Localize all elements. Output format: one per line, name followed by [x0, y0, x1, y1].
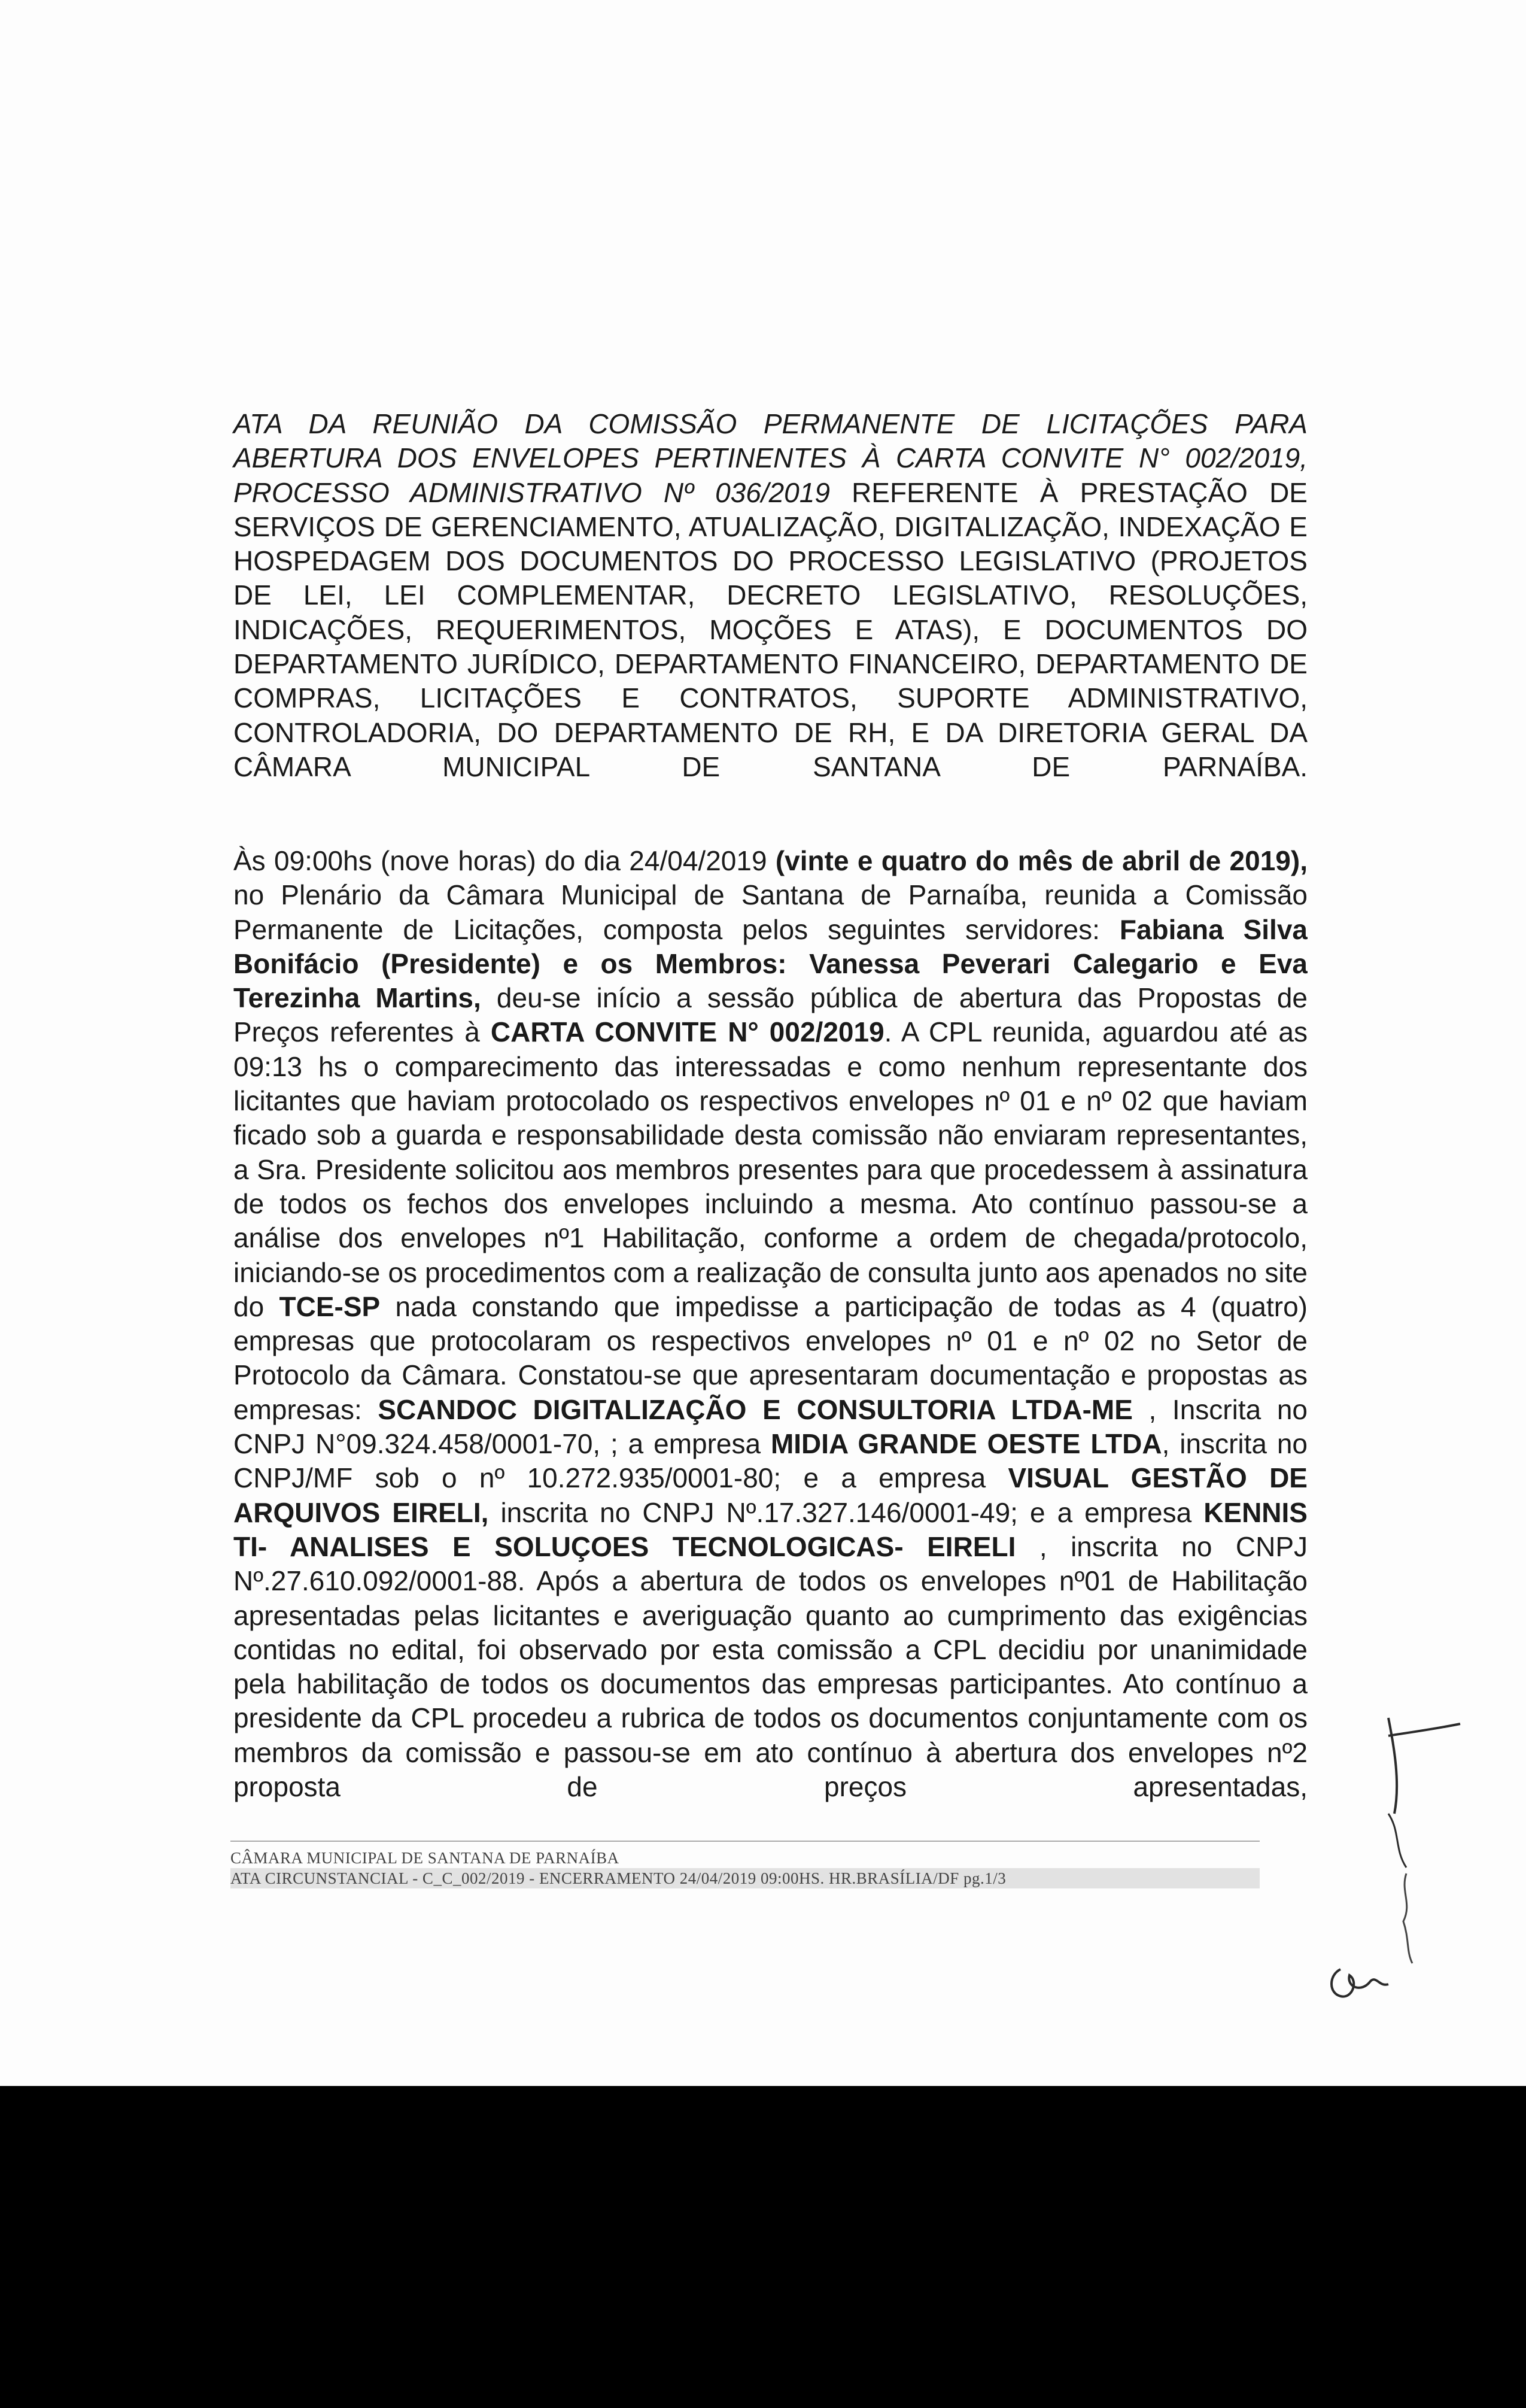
body-text: , inscrita no CNPJ/MF sob o nº 10.272.935/0001-80; e a empresa: [233, 1428, 1308, 1494]
scan-bottom-border: [0, 2086, 1526, 2408]
minutes-body: [233, 844, 1308, 1844]
body-text: no Plenário da Câmara Municipal de Santana de Parnaíba, reunida a Comissão Permanente de Licitações, composta pelos seguintes servidores:: [233, 879, 1308, 945]
body-date-bold: (vinte e quatro do mês de abril de 2019),: [775, 845, 1308, 876]
footer-rule: [230, 1841, 1260, 1842]
footer-reference: [230, 1868, 1260, 1888]
body-text: Às 09:00hs (nove horas) do dia 24/04/2019: [233, 845, 776, 876]
company-kennis: KENNIS TI- ANALISES E SOLUÇOES TECNOLOGICAS- EIRELI: [233, 1496, 1308, 1562]
body-text: inscrita no CNPJ Nº.17.327.146/0001-49; e a empresa: [488, 1496, 1204, 1528]
body-text: deu-se início a sessão pública de abertura das Propostas de Preços referentes à: [233, 982, 1308, 1048]
document-title: [233, 407, 1308, 784]
company-visual: VISUAL GESTÃO DE ARQUIVOS EIRELI,: [233, 1462, 1308, 1528]
body-text: , Inscrita no CNPJ N°09.324.458/0001-70, ; a empresa: [233, 1393, 1308, 1460]
body-text: nada constando que impedisse a participação de todas as 4 (quatro) empresas que protocolaram os respectivos envelopes nº 01 e nº 02 no Setor de Protocolo da Câmara. Constatou-se que apresentaram documentação e propostas as empresas:: [233, 1290, 1308, 1425]
company-scandoc: SCANDOC DIGITALIZAÇÃO E CONSULTORIA LTDA-ME: [378, 1393, 1133, 1425]
company-midia: MIDIA GRANDE OESTE LTDA: [770, 1428, 1162, 1460]
commission-members: Fabiana Silva Bonifácio (Presidente) e os Membros: Vanessa Peverari Calegario e Eva Terezinha Martins,: [233, 913, 1308, 1014]
footer-institution: CÂMARA MUNICIPAL DE SANTANA DE PARNAÍBA: [230, 1849, 619, 1867]
body-text: . A CPL reunida, aguardou até as 09:13 hs o comparecimento das interessadas e como nenhum representante dos licitantes que haviam protocolado os respectivos envelopes nº 01 e nº 02 que haviam ficado sob a guarda e responsabilidade desta comissão não enviaram representantes, a Sra. Presidente solicitou aos membros presentes para que procedessem à assinatura de todos os fechos dos envelopes incluindo a mesma. Ato contínuo passou-se a análise dos envelopes nº1 Habilitação, conforme a ordem de chegada/protocolo, iniciando-se os procedimentos com a realização de consulta junto aos apenados no site do: [233, 1016, 1308, 1322]
footer-ref-text: ATA CIRCUNSTANCIAL - C_C_002/2019 - ENCERRAMENTO 24/04/2019 09:00HS. HR.BRASÍLIA/DF: [230, 1869, 959, 1887]
title-regular-part: REFERENTE À PRESTAÇÃO DE SERVIÇOS DE GERENCIAMENTO, ATUALIZAÇÃO, DIGITALIZAÇÃO, INDEXAÇÃO E HOSPEDAGEM DOS DOCUMENTOS DO PROCESSO LEGISLATIVO (PROJETOS DE LEI, LEI COMPLEMENTAR, DECRETO LEGISLATIVO, RESOLUÇÕES, INDICAÇÕES, REQUERIMENTOS, MOÇÕES E ATAS), E DOCUMENTOS DO DEPARTAMENTO JURÍDICO, DEPARTAMENTO FINANCEIRO, DEPARTAMENTO DE COMPRAS, LICITAÇÕES E CONTRATOS, SUPORTE ADMINISTRATIVO, CONTROLADORIA, DO DEPARTAMENTO DE RH, E DA DIRETORIA GERAL DA CÂMARA MUNICIPAL DE SANTANA DE PARNAÍBA.: [233, 476, 1308, 782]
handwritten-initials-signature: [1305, 1712, 1496, 2023]
carta-convite-ref: CARTA CONVITE N° 002/2019: [490, 1016, 884, 1048]
body-text: , inscrita no CNPJ Nº.27.610.092/0001-88. Após a abertura de todos os envelopes nº01 de Habilitação apresentadas pelas licitantes e averiguação quanto ao cumprimento das exigências contidas no edital, foi observado por esta comissão a CPL decidiu por unanimidade pela habilitação de todos os documentos das empresas participantes. Ato contínuo a presidente da CPL procedeu a rubrica de todos os documentos conjuntamente com os membros da comissão e passou-se em ato contínuo à abertura dos envelopes nº2 proposta de preços apresentadas,: [233, 1531, 1308, 1803]
title-italic-part: ATA DA REUNIÃO DA COMISSÃO PERMANENTE DE LICITAÇÕES PARA ABERTURA DOS ENVELOPES PERTINENTES À CARTA CONVITE N° 002/2019, PROCESSO ADMINISTRATIVO Nº 036/2019: [233, 408, 1308, 508]
tce-sp: TCE-SP: [279, 1290, 381, 1322]
page-number: pg.1/3: [963, 1869, 1007, 1887]
page-footer: [230, 1841, 1260, 1888]
